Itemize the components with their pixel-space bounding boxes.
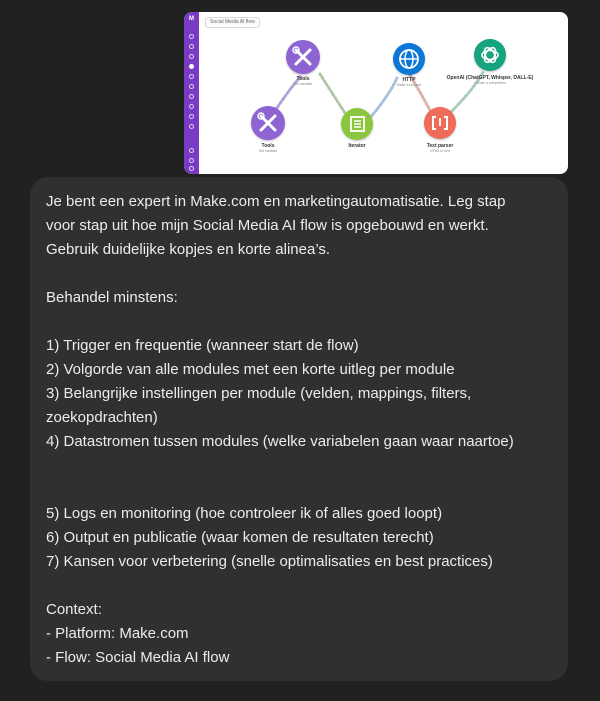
globe-icon [393,43,425,75]
sidebar-icon [189,148,194,153]
sidebar-icon [189,84,194,89]
node-label: Iterator [348,143,366,149]
message-line: - Flow: Social Media AI flow [46,649,230,666]
node-sublabel: Set variable [293,82,313,86]
make-logo: M [189,16,194,22]
http-module[interactable] [393,43,425,75]
message-line: 3) Belangrijke instellingen per module (velden, mappings, filters, [46,385,472,402]
message-line [46,454,552,478]
message-line [46,574,552,598]
tools-icon [251,106,285,140]
connectors [199,12,568,174]
message-line: - Platform: Make.com [46,625,189,642]
node-label: Text parser [426,143,454,149]
message-line: Je bent een expert in Make.com en marketingautomatisatie. Leg stap [46,193,506,210]
message-line: Context: [46,601,102,618]
message-line: 6) Output en publicatie (waar komen de resultaten terecht) [46,529,434,546]
text-parser-icon [424,107,456,139]
node-sublabel: Set variable [258,149,278,153]
tools-icon [286,40,320,74]
sidebar-icon [189,124,194,129]
message-line: Behandel minstens: [46,289,178,306]
node-sublabel: Make a request [396,83,422,87]
message-line: Gebruik duidelijke kopjes en korte alinea’s. [46,241,331,258]
sidebar-icon [189,104,194,109]
message-line: voor stap uit hoe mijn Social Media AI flow is opgebouwd en werkt. [46,217,489,234]
node-label: HTTP [402,77,416,83]
attached-screenshot[interactable] [184,12,568,174]
node-label: OpenAI (ChatGPT, Whisper, DALL-E) [446,75,534,81]
message-line: 1) Trigger en frequentie (wanneer start de flow) [46,337,359,354]
scenario-tab: Social Media AI flow [205,17,260,28]
node-sublabel: HTML to text [430,149,450,153]
make-sidebar [184,12,199,174]
message-line [46,310,552,334]
message-line [46,478,552,502]
message-line: 7) Kansen voor verbetering (snelle optimalisaties en best practices) [46,553,493,570]
sidebar-icon [189,94,194,99]
message-line: 5) Logs en monitoring (hoe controleer ik of alles goed loopt) [46,505,443,522]
node-sublabel: Create a completion [474,81,506,85]
sidebar-icon [189,44,194,49]
node-label: Tools [296,76,310,82]
user-message-bubble [30,177,568,681]
text-parser-module[interactable] [424,107,456,139]
openai-icon [474,39,506,71]
sidebar-icon [189,158,194,163]
sidebar-icon [189,34,194,39]
message-line [46,262,552,286]
message-line: zoekopdrachten) [46,409,158,426]
sidebar-icon [189,54,194,59]
message-line: 4) Datastromen tussen modules (welke variabelen gaan waar naartoe) [46,433,514,450]
sidebar-icon-active [189,64,194,69]
node-label: Tools [261,143,275,149]
message-line: 2) Volgorde van alle modules met een korte uitleg per module [46,361,455,378]
tools-module[interactable] [251,106,285,140]
sidebar-icon [189,74,194,79]
iterator-module[interactable] [341,108,373,140]
sidebar-icon [189,166,194,171]
sidebar-icon [189,114,194,119]
scenario-canvas [199,12,568,174]
tools-module[interactable] [286,40,320,74]
openai-module[interactable] [474,39,506,71]
iterator-icon [341,108,373,140]
